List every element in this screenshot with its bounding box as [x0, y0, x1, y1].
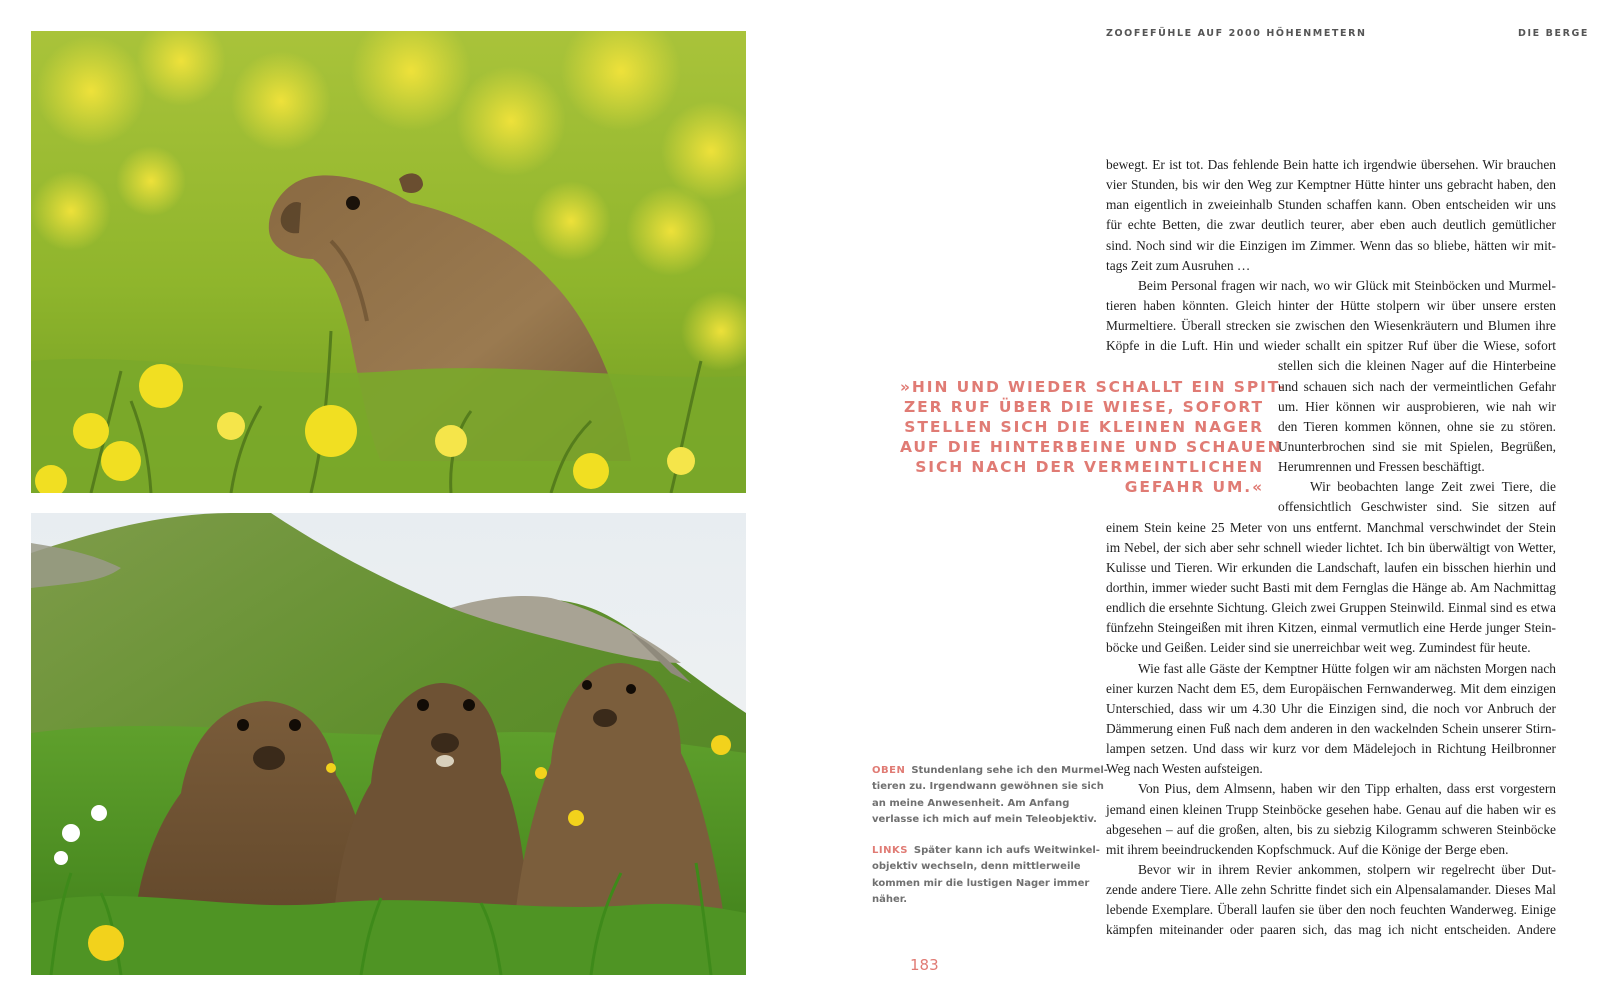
body-line: endlich die ersehnte Sichtung. Gleich zwei Gruppen Steinwild. Einmal sind es etwa — [1106, 600, 1556, 616]
body-line: stellen sich die kleinen Nager auf die Hinterbeine — [1278, 358, 1556, 374]
caption-text: Später kann ich aufs Weitwinkel- — [913, 845, 1100, 856]
body-line: Bevor wir in ihrem Revier ankommen, stolpern wir regelrecht über Dut- — [1138, 861, 1556, 877]
body-line: Unterschied, dass wir um 4.30 Uhr die Einzigen sind, die noch vor Anbruch der — [1106, 700, 1556, 716]
body-line: tieren haben könnten. Gleich hinter der Hütte stolpern wir über unsere ersten — [1106, 297, 1556, 313]
body-line: sind. Noch sind wir die Einzigen im Zimmer. Wenn das so bliebe, hätten wir mit- — [1106, 237, 1556, 253]
body-line: lebende Exemplare. Überall laufen sie über den noch feuchten Wanderweg. Einige — [1106, 902, 1556, 918]
pull-quote-line: GEFAHR UM.« — [1124, 478, 1264, 496]
body-line: zende andere Tiere. Alle zehn Schritte findet sich ein Alpensalamander. Dieses Mal — [1106, 882, 1556, 898]
body-line: und schauen sich nach der vermeintlichen Gefahr — [1278, 378, 1556, 394]
pull-quote-line: STELLEN SICH DIE KLEINEN NAGER — [904, 418, 1264, 436]
body-line: dorthin, immer wieder sucht Basti mit dem Fernglas die Hänge ab. Am Nachmittag — [1106, 579, 1556, 595]
three-marmots-image — [31, 513, 746, 975]
caption-text: objektiv wechseln, denn mittlerweile — [872, 861, 1081, 873]
body-line: mit ihrem beeindruckenden Kopfschmuck. Auf die Könige der Berge eben. — [1106, 841, 1509, 857]
body-line: Köpfe in die Luft. Hin und wieder schallt ein spitzer Ruf über die Wiese, sofort — [1106, 338, 1556, 354]
body-line: fünfzehn Steingeißen mit ihren Kitzen, einmal vermutlich eine Herde junger Stein- — [1106, 620, 1556, 636]
caption-text: Stundenlang sehe ich den Murmel- — [911, 765, 1108, 776]
pull-quote-line: SICH NACH DER VERMEINTLICHEN — [915, 458, 1264, 476]
body-line: vier Stunden, bis wir den Weg zur Kemptner Hütte hinter uns gebracht haben, den — [1106, 177, 1556, 193]
marmot-meadow-image — [31, 31, 746, 493]
photo-three-marmots — [31, 513, 746, 975]
body-line: jemand einen kleinen Trupp Steinböcke gesehen habe. Genau auf die haben wir es — [1106, 801, 1556, 817]
body-line: abgesehen – auf die großen, alten, bis zu siebzig Kilogramm schweren Steinböcke — [1106, 821, 1556, 837]
body-line: offensichtlich Geschwister sind. Sie sitzen auf — [1278, 499, 1556, 515]
body-line: einer kurzen Nacht dem E5, dem Europäischen Fernwanderweg. Mit dem einzigen — [1106, 680, 1556, 696]
body-line: kämpfen miteinander oder paaren sich, das mag ich nicht entscheiden. Andere — [1106, 922, 1556, 938]
caption-text: tieren zu. Irgendwann gewöhnen sie sich — [872, 781, 1104, 793]
body-line: Dämmerung einen Fuß nach dem anderen in den wackelnden Schein unserer Stirn- — [1106, 720, 1556, 736]
caption-label-bottom: LINKS — [872, 845, 908, 856]
body-line: böcke und Geißen. Leider sind sie unerreichbar weit weg. Zumindest für heute. — [1106, 640, 1531, 656]
body-line: Von Pius, dem Almsenn, haben wir den Tipp erhalten, dass erst vorgestern — [1138, 781, 1556, 797]
body-line: Wir beobachten lange Zeit zwei Tiere, die — [1310, 479, 1556, 495]
caption-text: näher. — [872, 893, 908, 905]
caption-bottom — [872, 843, 1100, 908]
body-line: einem Stein keine 25 Meter von uns entfernt. Manchmal verschwindet der Stein — [1106, 519, 1556, 535]
running-head-section: DIE BERGE — [1518, 28, 1589, 39]
body-line: Wie fast alle Gäste der Kemptner Hütte folgen wir am nächsten Morgen nach — [1138, 660, 1556, 676]
pull-quote-line: »HIN UND WIEDER SCHALLT EIN SPIT- — [900, 378, 1287, 396]
body-line: tags Zeit zum Ausruhen … — [1106, 257, 1251, 273]
caption-top — [872, 763, 1108, 828]
body-line: Weg nach Westen aufsteigen. — [1106, 761, 1263, 777]
caption-label-top: OBEN — [872, 765, 906, 776]
body-line: lampen setzen. Und dass wir kurz vor dem Mädelejoch in Richtung Heilbronner — [1106, 741, 1556, 757]
photo-marmot-meadow — [31, 31, 746, 493]
body-line: Kulisse und Tieren. Wir erkunden die Landschaft, laufen ein bisschen hierhin und — [1106, 559, 1556, 575]
body-line: Beim Personal fragen wir nach, wo wir Glück mit Steinböcken und Murmel- — [1138, 277, 1556, 293]
caption-text: an meine Anwesenheit. Am Anfang — [872, 797, 1070, 809]
pull-quote-line: ZER RUF ÜBER DIE WIESE, SOFORT — [903, 398, 1264, 416]
body-line: für echte Betten, die zwar deutlich teurer, aber eben auch deutlich gemütlicher — [1106, 217, 1556, 233]
running-head-chapter: ZOOFEFÜHLE AUF 2000 HÖHENMETERN — [1106, 28, 1367, 39]
body-text — [1106, 155, 1556, 940]
page-number: 183 — [910, 956, 939, 974]
body-line: den Tieren kommen können, ohne sie zu stören. — [1278, 418, 1556, 434]
pull-quote-line: AUF DIE HINTERBEINE UND SCHAUEN — [900, 438, 1283, 456]
body-line: um. Hier können wir ausprobieren, wie nah wir — [1278, 398, 1556, 414]
body-line: bewegt. Er ist tot. Das fehlende Bein hatte ich irgendwie übersehen. Wir brauchen — [1106, 157, 1556, 172]
body-line: Herumrennen und Fressen beschäftigt. — [1278, 459, 1485, 475]
body-line: Ununterbrochen sind sie mit Spielen, Begrüßen, — [1278, 438, 1556, 454]
body-line: im Nebel, der sich aber sehr schnell wieder lichtet. Ich bin überwältigt von Wetter, — [1106, 539, 1556, 555]
caption-text: kommen mir die lustigen Nager immer — [872, 877, 1090, 889]
body-line: Murmeltiere. Überall strecken sie zwischen den Wiesenkräutern und Blumen ihre — [1106, 318, 1556, 334]
caption-text: verlasse ich mich auf mein Teleobjektiv. — [872, 813, 1097, 825]
body-line: man eigentlich in zweieinhalb Stunden schaffen kann. Oben entscheiden wir uns — [1106, 197, 1556, 213]
